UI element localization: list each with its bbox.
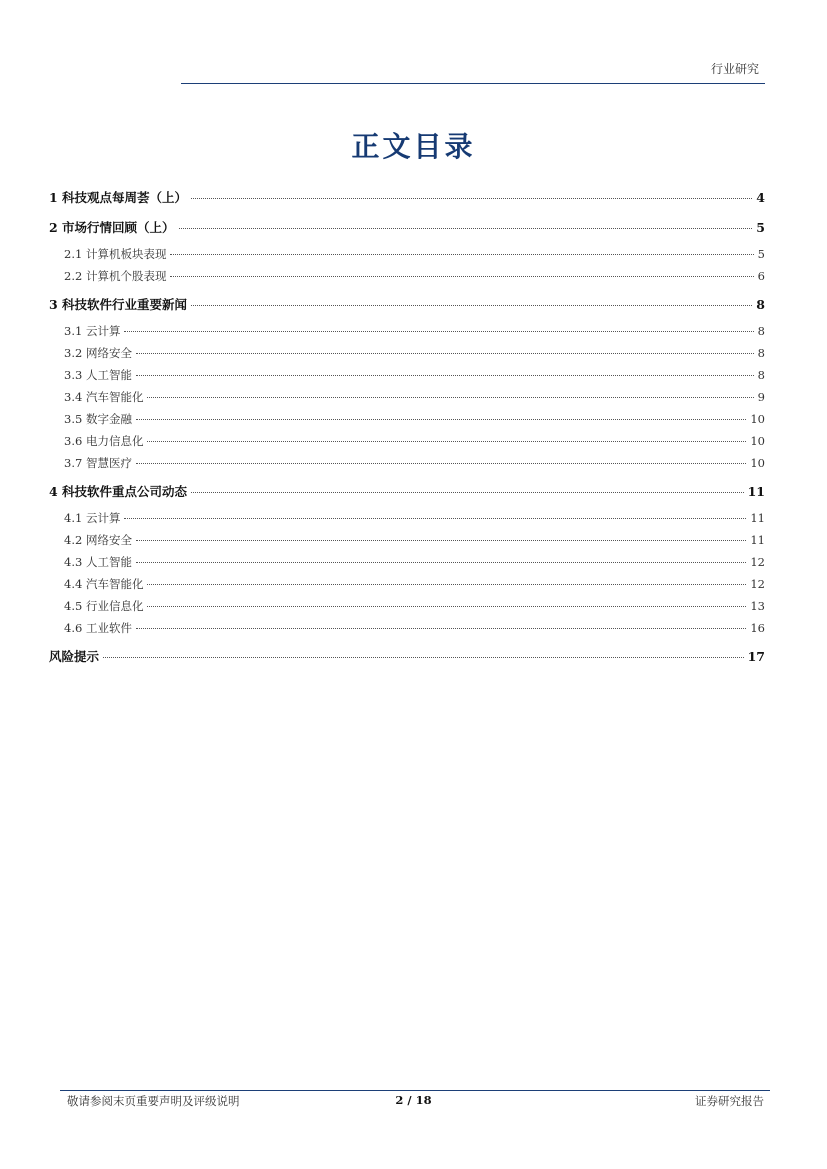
toc-entry-label: 3.5 数字金融	[64, 412, 132, 426]
toc-entry-label: 4.5 行业信息化	[64, 599, 144, 613]
toc-dot-leader	[124, 518, 746, 519]
toc-subsection-entry[interactable]	[49, 367, 765, 383]
toc-dot-leader	[147, 397, 753, 398]
toc-entry-page: 10	[750, 434, 765, 448]
toc-entry-page: 8	[757, 368, 765, 382]
toc-entry-page: 8	[757, 324, 765, 338]
toc-subsection-entry[interactable]	[49, 345, 765, 361]
toc-entry-page: 8	[757, 346, 765, 360]
toc-dot-leader	[136, 562, 746, 563]
toc-entry-page: 10	[750, 456, 765, 470]
toc-dot-leader	[136, 419, 746, 420]
toc-entry-label: 3.1 云计算	[64, 324, 121, 338]
toc-entry-label: 3.6 电力信息化	[64, 434, 144, 448]
footer-report-type: 证券研究报告	[695, 1094, 764, 1108]
toc-dot-leader	[136, 375, 754, 376]
toc-dot-leader	[136, 540, 746, 541]
toc-entry-label: 4 科技软件重点公司动态	[49, 484, 188, 499]
toc-section-entry[interactable]	[49, 482, 765, 500]
toc-section-entry[interactable]	[49, 218, 765, 236]
toc-dot-leader	[136, 353, 754, 354]
toc-subsection-entry[interactable]	[49, 598, 765, 614]
page-title: 正文目录	[351, 130, 476, 163]
toc-subsection-entry[interactable]	[49, 389, 765, 405]
toc-entry-page: 9	[757, 390, 765, 404]
toc-entry-label: 2 市场行情回顾（上）	[49, 220, 175, 235]
toc-entry-page: 11	[747, 484, 765, 499]
toc-entry-page: 11	[750, 511, 765, 525]
toc-section-entry[interactable]	[49, 647, 765, 665]
toc-dot-leader	[147, 441, 746, 442]
toc-subsection-entry[interactable]	[49, 554, 765, 570]
toc-entry-label: 4.2 网络安全	[64, 533, 132, 547]
toc-dot-leader	[191, 305, 752, 306]
toc-entry-page: 12	[750, 555, 765, 569]
toc-subsection-entry[interactable]	[49, 246, 765, 262]
toc-entry-label: 2.1 计算机板块表现	[64, 247, 167, 261]
toc-entry-page: 12	[750, 577, 765, 591]
toc-entry-page: 5	[756, 220, 765, 235]
toc-entry-page: 13	[750, 599, 765, 613]
toc-subsection-entry[interactable]	[49, 532, 765, 548]
header-label: 行业研究	[710, 62, 759, 76]
toc-entry-label: 4.1 云计算	[64, 511, 121, 525]
toc-subsection-entry[interactable]	[49, 510, 765, 526]
toc-entry-label: 1 科技观点每周荟（上）	[49, 190, 188, 205]
toc-entry-page: 8	[756, 297, 765, 312]
toc-entry-label: 2.2 计算机个股表现	[64, 269, 167, 283]
toc-entry-label: 4.6 工业软件	[64, 621, 132, 635]
toc-entry-page: 5	[757, 247, 765, 261]
toc-subsection-entry[interactable]	[49, 576, 765, 592]
toc-dot-leader	[191, 198, 752, 199]
toc-subsection-entry[interactable]	[49, 620, 765, 636]
toc-subsection-entry[interactable]	[49, 455, 765, 471]
toc-section-entry[interactable]	[49, 295, 765, 313]
toc-entry-page: 16	[750, 621, 765, 635]
footer-disclaimer: 敬请参阅末页重要声明及评级说明	[67, 1094, 240, 1108]
toc-entry-label: 3.4 汽车智能化	[64, 390, 144, 404]
toc-entry-label: 3.2 网络安全	[64, 346, 132, 360]
toc-entry-label: 4.4 汽车智能化	[64, 577, 144, 591]
table-of-contents	[49, 188, 765, 665]
toc-entry-page: 11	[750, 533, 765, 547]
page-number: 2 / 18	[395, 1093, 432, 1107]
toc-dot-leader	[124, 331, 753, 332]
toc-subsection-entry[interactable]	[49, 323, 765, 339]
toc-entry-page: 17	[747, 649, 765, 664]
footer-divider	[60, 1090, 770, 1091]
toc-entry-label: 3.3 人工智能	[64, 368, 132, 382]
toc-entry-label: 风险提示	[49, 649, 100, 664]
toc-subsection-entry[interactable]	[49, 411, 765, 427]
toc-dot-leader	[103, 657, 744, 658]
toc-entry-page: 4	[756, 190, 765, 205]
toc-dot-leader	[191, 492, 744, 493]
header-divider	[181, 83, 765, 84]
toc-entry-page: 6	[757, 269, 765, 283]
toc-entry-label: 3.7 智慧医疗	[64, 456, 132, 470]
toc-entry-page: 10	[750, 412, 765, 426]
toc-subsection-entry[interactable]	[49, 268, 765, 284]
toc-dot-leader	[147, 606, 746, 607]
toc-entry-label: 4.3 人工智能	[64, 555, 132, 569]
toc-entry-label: 3 科技软件行业重要新闻	[49, 297, 188, 312]
toc-subsection-entry[interactable]	[49, 433, 765, 449]
toc-dot-leader	[170, 254, 753, 255]
toc-dot-leader	[170, 276, 753, 277]
toc-section-entry[interactable]	[49, 188, 765, 206]
toc-dot-leader	[136, 463, 746, 464]
toc-dot-leader	[179, 228, 753, 229]
toc-dot-leader	[136, 628, 746, 629]
toc-dot-leader	[147, 584, 746, 585]
